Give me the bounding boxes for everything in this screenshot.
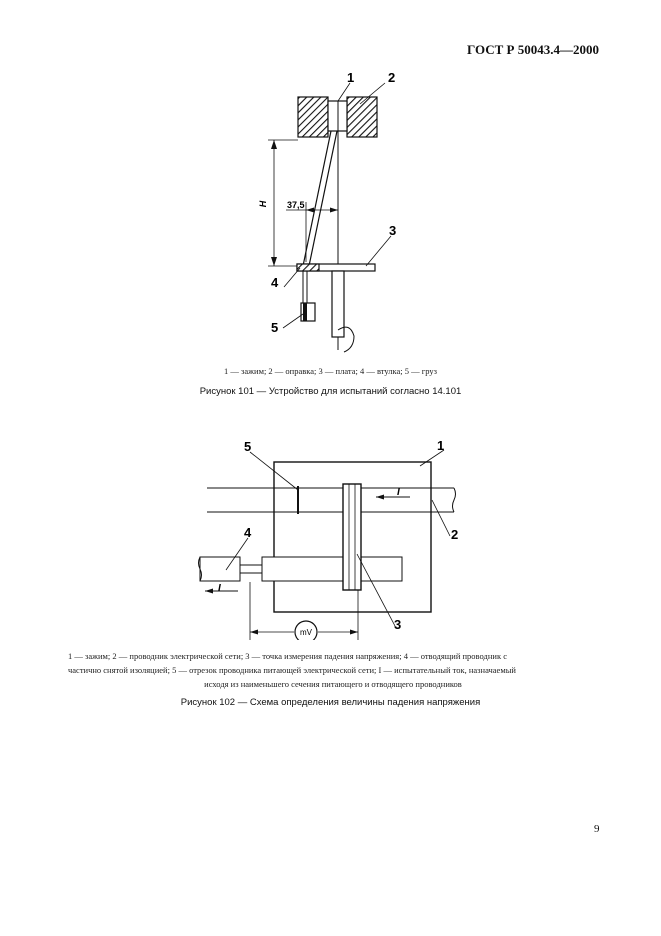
figure-101-caption: Рисунок 101 — Устройство для испытаний согласно 14.101 (199, 386, 462, 397)
fig101-callout-5: 5 (271, 320, 279, 335)
figure-102-legend-line-2: частично снятой изоляцией; 5 — отрезок проводника питающей электрической сети; I — испытательный ток, назначаемый (68, 665, 516, 675)
fig101-callout-1: 1 (347, 70, 355, 85)
fig101-callout-2: 2 (388, 70, 396, 85)
measurement-strip (343, 484, 361, 590)
figure-102-legend (68, 649, 598, 691)
figure-101-drawing (0, 0, 661, 380)
fig102-callout-1: 1 (437, 438, 445, 453)
clamp-left-block (298, 97, 328, 137)
bushing (297, 264, 319, 271)
mandrel-shaft (332, 271, 344, 337)
wire-left (303, 131, 331, 266)
figure-102-legend-line-1: 1 — зажим; 2 — проводник электрической сети; 3 — точка измерения падения напряжения; 4 — отводящий проводник с (68, 651, 507, 661)
fig101-callout-3: 3 (389, 223, 397, 238)
dimension-offset-label: 37,5 (287, 200, 305, 210)
figure-102-legend-line-3: исходя из наименьшего сечения питающего и отводящего проводников (204, 679, 462, 689)
fig102-current-label-2: I (218, 583, 221, 594)
fig102-callout-4: 4 (244, 525, 252, 540)
fig102-current-label-1: I (397, 487, 400, 498)
fig102-callout-3: 3 (394, 617, 402, 632)
document-header: ГОСТ Р 50043.4—2000 (467, 42, 599, 57)
fig101-callout-4: 4 (271, 275, 279, 290)
fig102-callout-5: 5 (244, 439, 252, 454)
figure-102-drawing (0, 430, 661, 640)
fig102-callout-2: 2 (451, 527, 459, 542)
dimension-h-label: H (258, 200, 268, 208)
clamp-right-block (347, 97, 377, 137)
figure-102-caption: Рисунок 102 — Схема определения величины падения напряжения (180, 697, 481, 708)
page-number: 9 (594, 823, 600, 835)
wire-right (309, 131, 337, 266)
figure-101-legend: 1 — зажим; 2 — оправка; 3 — плата; 4 — втулка; 5 — груз (224, 366, 437, 376)
millivoltmeter-label: mV (300, 628, 312, 637)
